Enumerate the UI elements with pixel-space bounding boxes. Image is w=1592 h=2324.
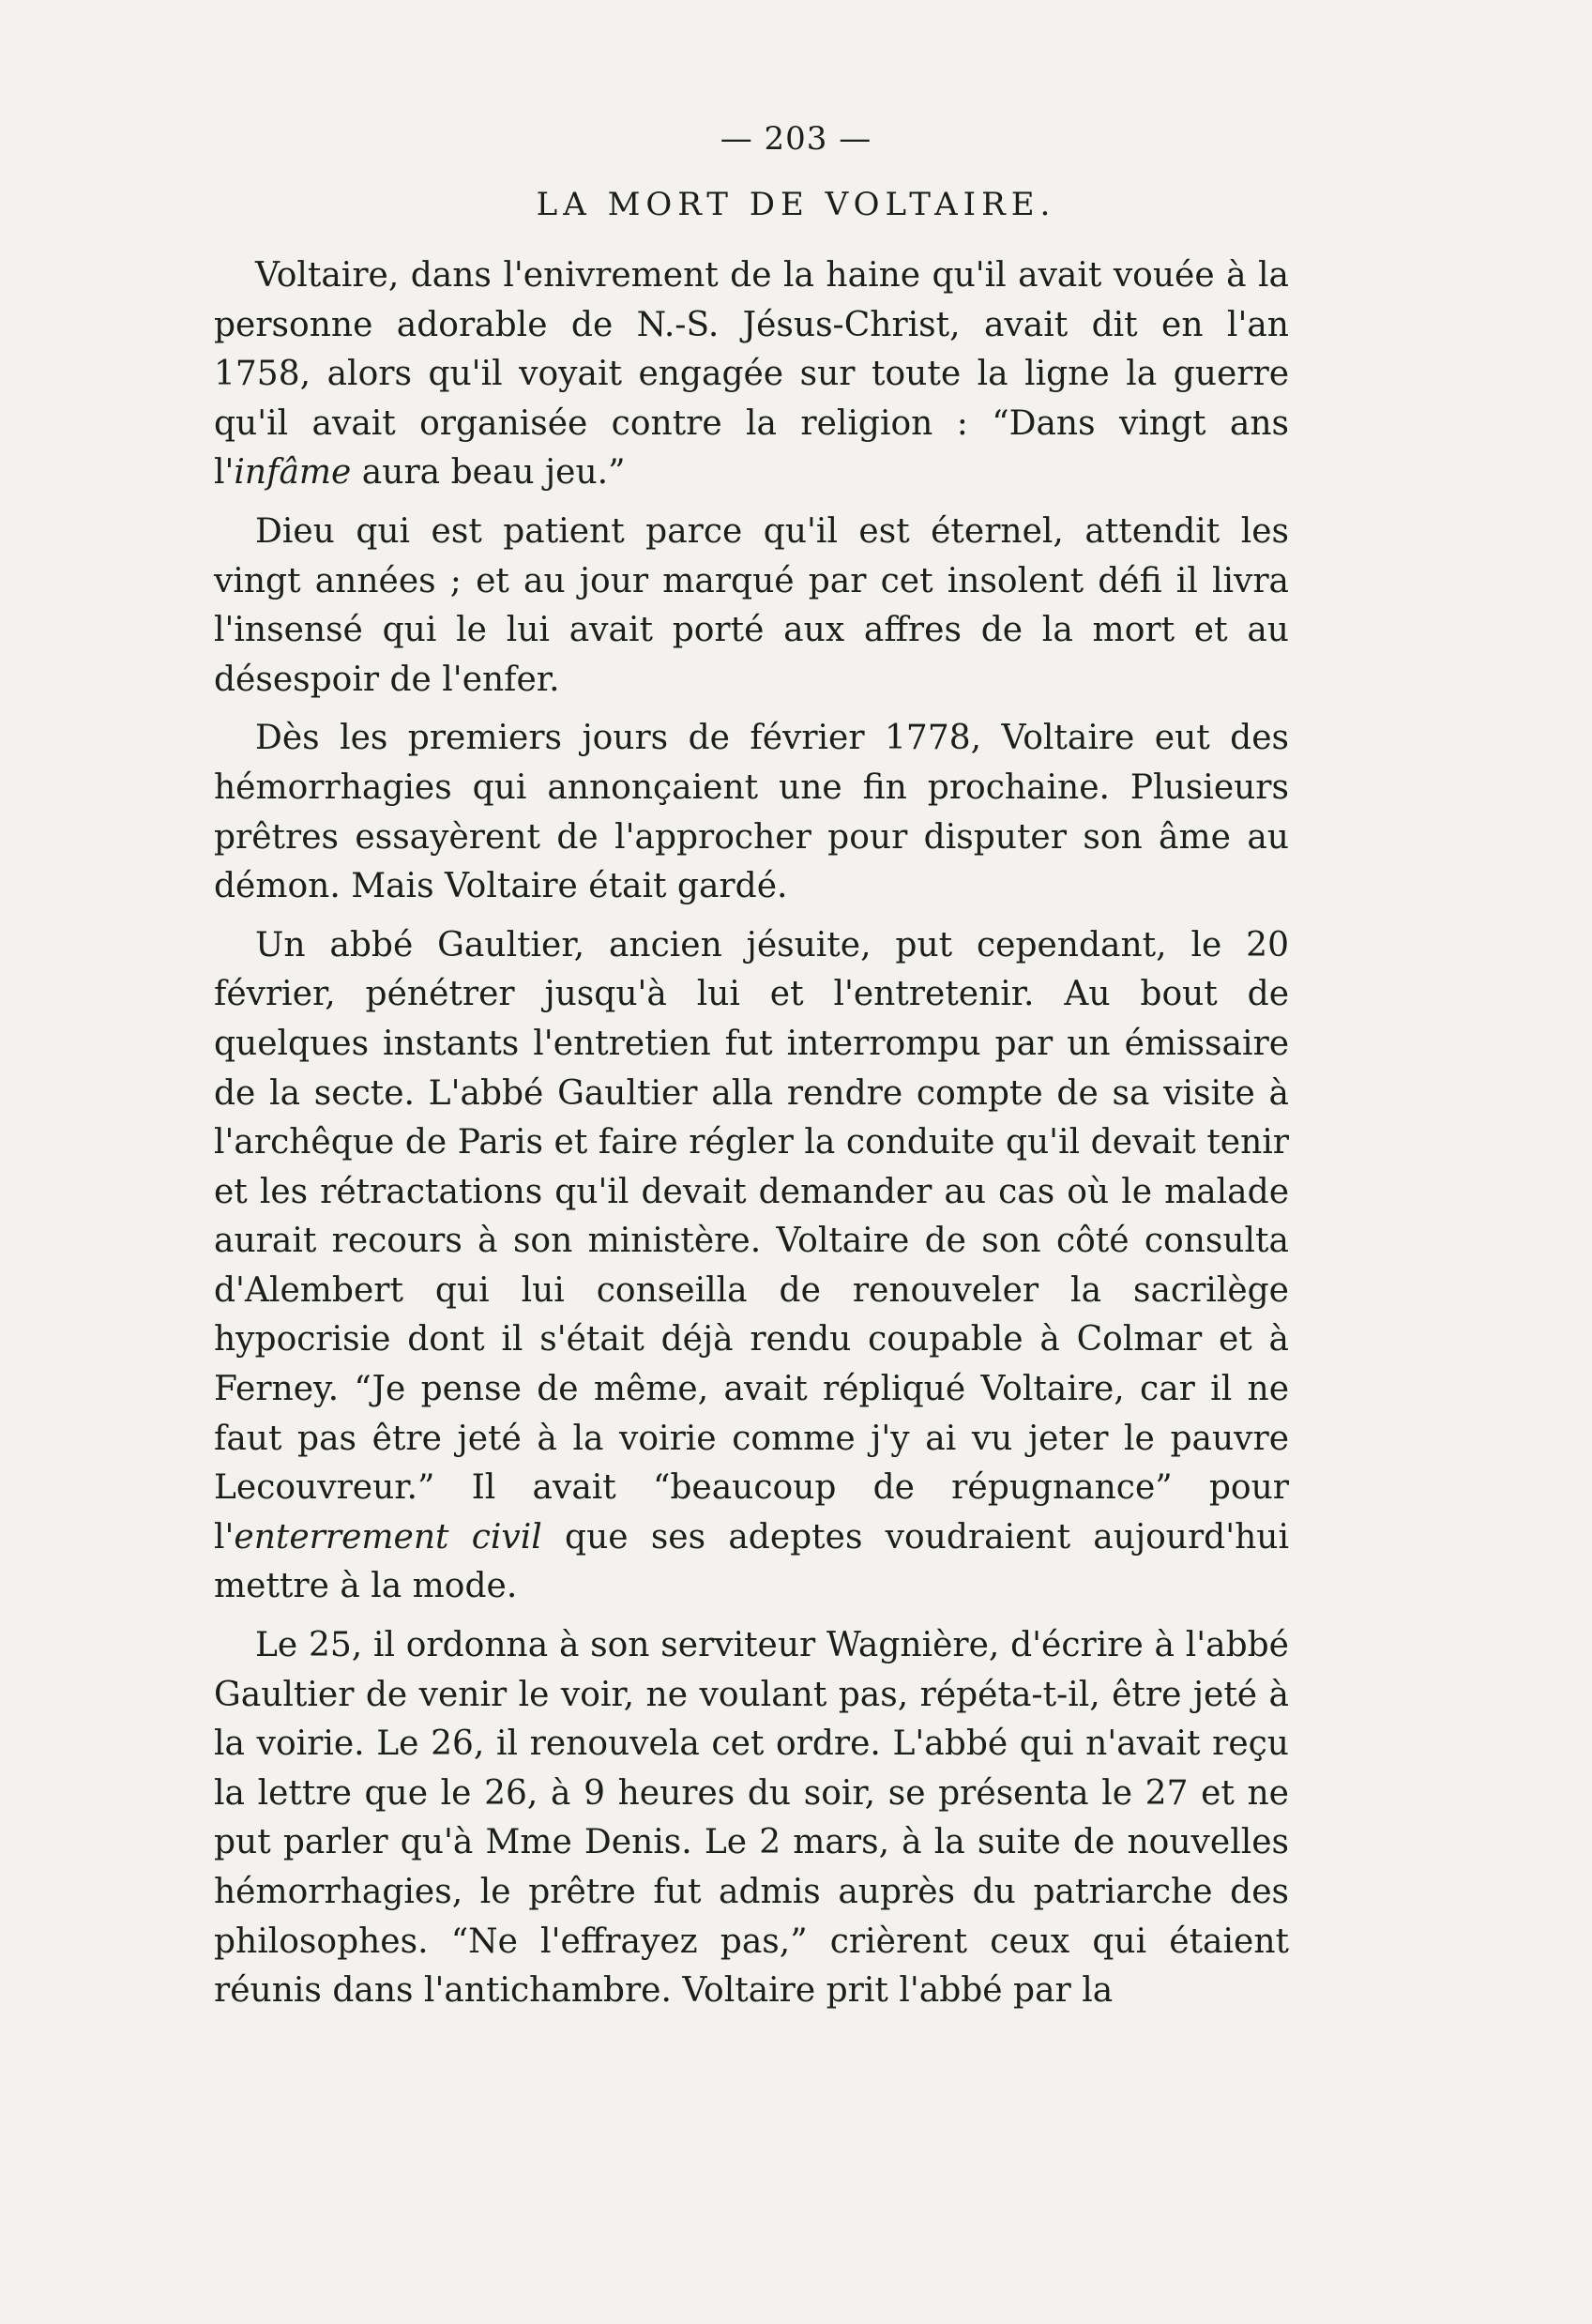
paragraph-4: Un abbé Gaultier, ancien jésuite, put cependant, le 20 février, pénétrer jusqu'à lui et l'entretenir. Au bout de quelques instants l'entretien fut interrompu par un émissaire de la secte. L'abbé Gaultier alla rendre compte de sa visite à l'archêque de Paris et faire régler la conduite qu'il devait tenir et les rétractations qu'il devait demander au cas où le malade aurait recours à son ministère. Voltaire de son côté consulta d'Alembert qui lui conseilla de renouveler la sacrilège hypocrisie dont il s'était déjà rendu coupable à Colmar et à Ferney. “Je pense de même, avait répliqué Voltaire, car il ne faut pas être jeté à la voirie comme j'y ai vu jeter le pauvre Lecouvreur.” Il avait “beaucoup de répugnance” pour l'enterrement civil que ses adeptes voudraient aujourd'hui mettre à la mode. <box>214 925 1290 1606</box>
paragraph-1: Voltaire, dans l'enivrement de la haine qu'il avait vouée à la personne adorable de N.-S. Jésus-Christ, avait dit en l'an 1758, alors qu'il voyait engagée sur toute la ligne la guerre qu'il avait organisée contre la religion : “Dans vingt ans l'infâme aura beau jeu.” <box>214 256 1289 493</box>
paragraph-3: Dès les premiers jours de février 1778, Voltaire eut des hémorrhagies qui annonçaient une fin prochaine. Plusieurs prêtres essayèrent de l'approcher pour disputer son âme au démon. Mais Voltaire était gardé. <box>214 719 1289 906</box>
paragraph-5: Le 25, il ordonna à son serviteur Wagnière, d'écrire à l'abbé Gaultier de venir le voir, ne voulant pas, répéta-t-il, être jeté à la voirie. Le 26, il renouvela cet ordre. L'abbé qui n'avait reçu la lettre que le 26, à 9 heures du soir, se présenta le 27 et ne put parler qu'à Mme Denis. Le 2 mars, à la suite de nouvelles hémorrhagies, le prêtre fut admis auprès du patriarche des philosophes. “Ne l'effrayez pas,” crièrent ceux qui étaient réunis dans l'antichambre. Voltaire prit l'abbé par la <box>214 1626 1289 2011</box>
page-number: — 203 — <box>720 120 872 158</box>
body-text <box>214 251 1289 2026</box>
italic-infame: infâme <box>234 453 352 493</box>
italic-enterrement-civil: enterrement civil <box>234 1517 542 1557</box>
paragraph-2: Dieu qui est patient parce qu'il est éternel, attendit les vingt années ; et au jour marqué par cet insolent défi il livra l'insensé qui le lui avait porté aux affres de la mort et au désespoir de l'enfer. <box>214 511 1289 699</box>
chapter-title: LA MORT DE VOLTAIRE. <box>536 186 1056 223</box>
